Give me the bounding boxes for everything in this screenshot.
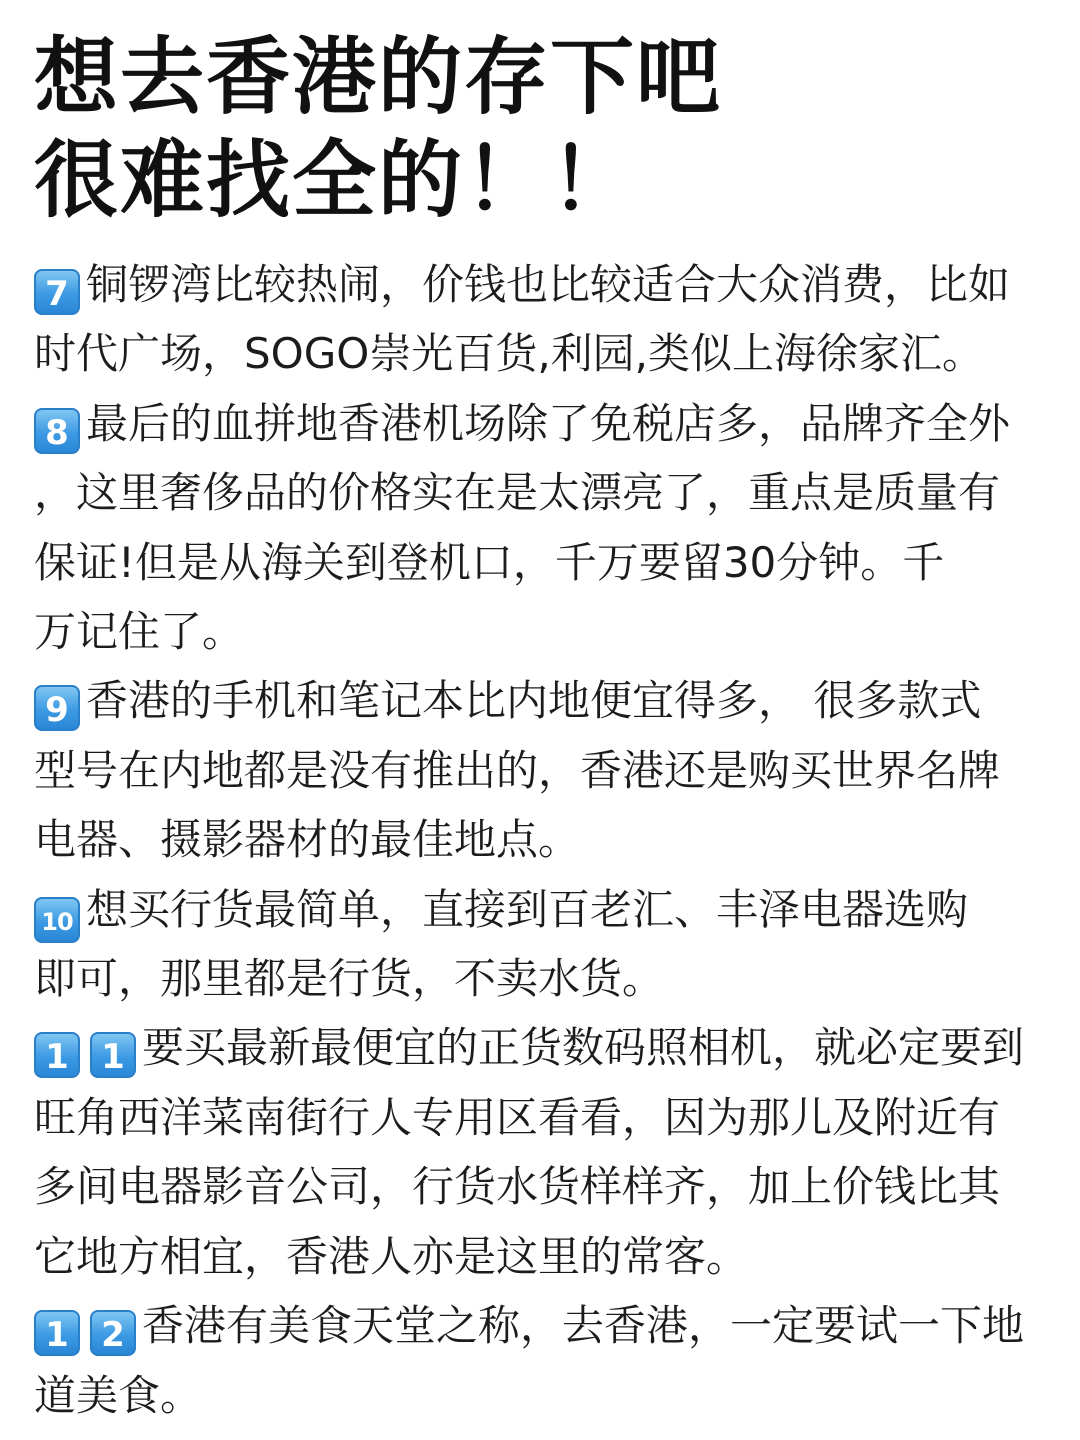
number-keycap-icon: 9 [34, 685, 80, 731]
tip-line [34, 736, 1050, 805]
tip-text: 道美食。 [34, 1370, 203, 1420]
tip-text: 要买最新最便宜的正货数码照相机，就必定要到 [142, 1023, 1025, 1073]
tip-line [34, 1361, 1050, 1430]
tip-line [34, 597, 1050, 666]
tip-line [34, 1013, 1050, 1082]
tip-text: 保证!但是从海关到登机口，千万要留30分钟。千 [34, 537, 945, 587]
number-keycap-icon: 1 [34, 1310, 80, 1356]
tip-line [34, 875, 1050, 944]
tip-item [34, 389, 1050, 667]
tips-list [34, 250, 1050, 1430]
tip-text: 万记住了。 [34, 607, 245, 657]
tip-line [34, 389, 1050, 458]
tip-text: 型号在内地都是没有推出的，香港还是购买世界名牌 [34, 745, 1001, 795]
number-keycap-icon: 10 [34, 897, 80, 943]
tip-text: ，这里奢侈品的价格实在是太漂亮了，重点是质量有 [34, 468, 1001, 518]
tip-text: 香港的手机和笔记本比内地便宜得多， 很多款式 [86, 676, 982, 726]
tip-line [34, 458, 1050, 527]
tip-text: 电器、摄影器材的最佳地点。 [34, 815, 581, 865]
number-keycap-icon: 1 [34, 1032, 80, 1078]
tip-line [34, 528, 1050, 597]
tip-text: 它地方相宜，香港人亦是这里的常客。 [34, 1231, 749, 1281]
page-title [34, 26, 1054, 232]
tip-text: 旺角西洋菜南街行人专用区看看，因为那儿及附近有 [34, 1092, 1001, 1142]
tip-line [34, 944, 1050, 1013]
tip-line [34, 1152, 1050, 1221]
tip-item [34, 666, 1050, 874]
tip-line [34, 805, 1050, 874]
tip-item [34, 1013, 1050, 1291]
tip-text: 多间电器影音公司，行货水货样样齐，加上价钱比其 [34, 1162, 1001, 1212]
tip-line [34, 319, 1050, 388]
number-keycap-icon: 2 [90, 1310, 136, 1356]
tip-item [34, 1291, 1050, 1430]
tip-line [34, 250, 1050, 319]
tip-item [34, 250, 1050, 389]
tip-text: 铜锣湾比较热闹，价钱也比较适合大众消费，比如 [86, 260, 1011, 309]
title-line-1: 想去香港的存下吧 [34, 28, 723, 126]
tip-item [34, 875, 1050, 1014]
number-keycap-icon: 1 [90, 1032, 136, 1078]
tip-line [34, 666, 1050, 735]
tip-text: 香港有美食天堂之称，去香港，一定要试一下地 [142, 1301, 1025, 1351]
tip-line [34, 1291, 1050, 1360]
number-keycap-icon: 7 [34, 269, 80, 315]
title-line-2: 很难找全的！！ [34, 131, 637, 229]
tip-text: 即可，那里都是行货，不卖水货。 [34, 954, 665, 1004]
tip-line [34, 1083, 1050, 1152]
number-keycap-icon: 8 [34, 408, 80, 454]
tip-text: 想买行货最简单，直接到百老汇、丰泽电器选购 [86, 884, 969, 934]
tip-text: 时代广场，SOGO崇光百货,利园,类似上海徐家汇。 [34, 329, 985, 379]
tip-text: 最后的血拼地香港机场除了免税店多，品牌齐全外 [86, 398, 1011, 448]
tip-line [34, 1222, 1050, 1291]
